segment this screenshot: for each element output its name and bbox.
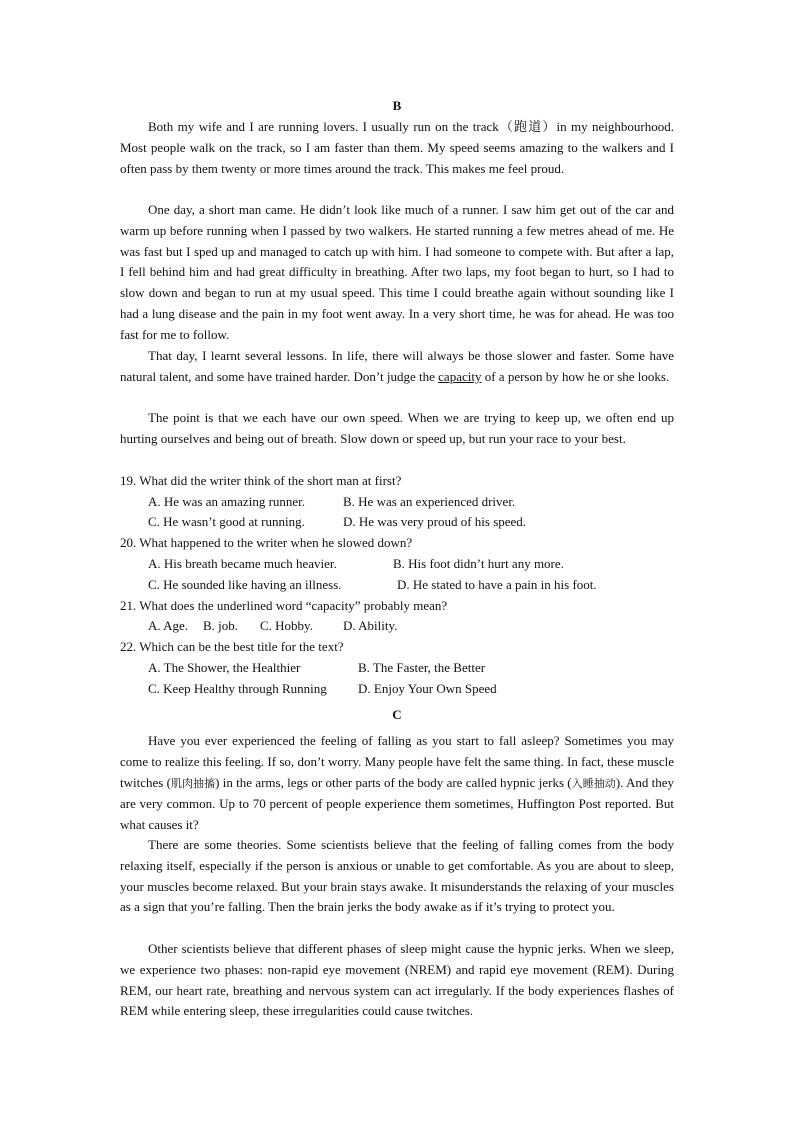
paragraph-text: That day, I learnt several lessons. In life, there will always be those slower and faster. Some have natural talent, and some have trained harder. Don’t judge the [120,348,674,384]
question-21-option-a: A. Age. [148,618,189,633]
question-21-option-c: C. Hobby. [260,618,313,633]
question-20-option-a: A. His breath became much heavier. [148,556,337,571]
question-22-option-d: D. Enjoy Your Own Speed [358,681,497,696]
question-22-option-a: A. The Shower, the Healthier [148,660,301,675]
question-20-option-d: D. He stated to have a pain in his foot. [397,577,597,592]
question-22-option-b: B. The Faster, the Better [358,660,486,675]
paragraph-text: of a person by how he or she looks. [481,368,670,384]
chinese-gloss: 入睡抽动 [571,776,616,790]
paragraph-text: There are some theories. Some scientists believe that the feeling of falling comes from the body relaxing itself, especially if the person is anxious or unable to get comfortable. As you are about to sleep, your muscles become relaxed. But your brain stays awake. It misunderstands the relaxing of your muscles as a sign that you’re falling. Then the brain jerks the body awake as if it’s trying to protect you. [120,837,674,915]
underlined-word: capacity [438,368,482,384]
section-c-paragraph-2 [120,835,674,918]
section-c-heading: C [392,707,402,722]
paragraph-text: Other scientists believe that different phases of sleep might cause the hypnic jerks. When we sleep, we experience two phases: non-rapid eye movement (NREM) and rapid eye movement (REM). During REM, our heart rate, breathing and nervous system can act irregularly. If the body experiences flashes of REM while entering sleep, these irregularities could cause twitches. [120,941,674,1019]
question-20-option-c: C. He sounded like having an illness. [148,577,342,592]
section-b-paragraph-3 [120,346,674,388]
question-22-stem: 22. Which can be the best title for the text? [120,639,344,654]
question-19-option-c: C. He wasn’t good at running. [148,514,305,529]
question-19-option-b: B. He was an experienced driver. [343,494,516,509]
question-20-stem: 20. What happened to the writer when he slowed down? [120,535,413,550]
question-19-option-d: D. He was very proud of his speed. [343,514,527,529]
paragraph-text: Have you ever experienced the feeling of falling as you start to fall asleep? Sometimes you may come to realize this feeling. If so, don’t worry. Many people have felt the same thing. In fact, these muscle twitches ( [120,733,674,790]
section-b-paragraph-1 [120,117,674,179]
question-21-option-d: D. Ability. [343,618,398,633]
section-b-heading: B [392,98,402,113]
paragraph-text: ). And they are very common. Up to 70 percent of people experience them sometimes, Huffington Post reported. But what causes it? [120,774,675,833]
paragraph-text: One day, a short man came. He didn’t look like much of a runner. I saw him get out of the car and warm up before running when I passed by two walkers. He started running a few metres ahead of me. He was fast but I sped up and managed to catch up with him. I had someone to compete with. But after a lap, I fell behind him and had great difficulty in breathing. After two laps, my foot began to hurt, so I had to slow down and began to run at my usual speed. This time I could breathe again without sounding like I had a lung disease and the pain in my foot went away. In a very short time, he was for ahead. He was too fast for me to follow. [120,202,674,342]
question-19-option-a: A. He was an amazing runner. [148,494,306,509]
paragraph-text: ) in the arms, legs or other parts of the body are called hypnic jerks ( [215,774,572,790]
paragraph-text: The point is that we each have our own speed. When we are trying to keep up, we often end up hurting ourselves and being out of breath. Slow down or speed up, but run your race to your best. [120,410,674,446]
question-22-option-c: C. Keep Healthy through Running [148,681,327,696]
question-21-stem: 21. What does the underlined word “capacity” probably mean? [120,598,448,613]
question-21-option-b: B. job. [203,618,239,633]
section-c-paragraph-1 [120,731,674,836]
section-b-paragraph-2 [120,200,674,346]
section-c-paragraph-3 [120,939,674,1022]
paragraph-text: Both my wife and I are running lovers. I usually run on the track（跑道）in my neighbourhood. Most people walk on the track, so I am faster than them. My speed seems amazing to the walkers and I often pass by them twenty or more times around the track. This makes me feel proud. [120,119,674,176]
section-b-paragraph-4 [120,408,674,450]
question-19-stem: 19. What did the writer think of the short man at first? [120,473,402,488]
chinese-gloss: 肌肉抽搐 [170,776,216,790]
question-20-option-b: B. His foot didn’t hurt any more. [393,556,564,571]
